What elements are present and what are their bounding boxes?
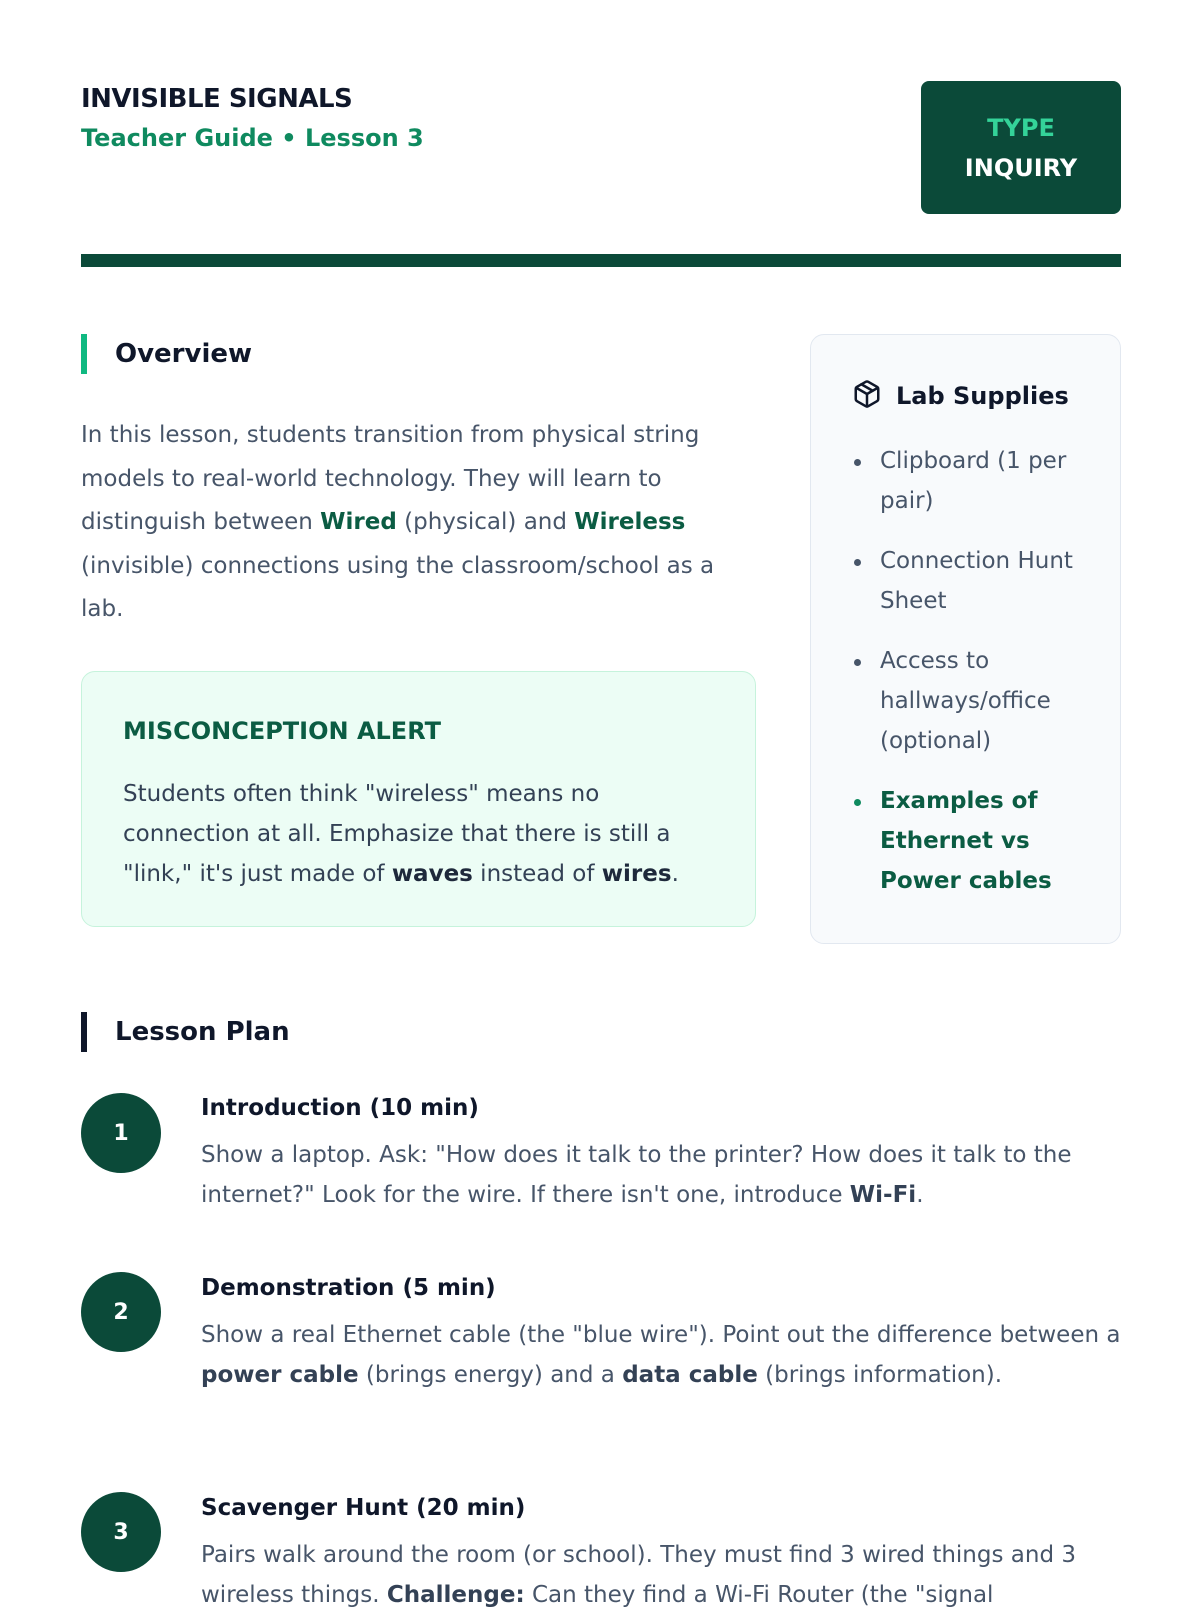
list-item: Connection Hunt Sheet xyxy=(852,541,1092,621)
step-description xyxy=(201,1535,1121,1615)
step-text-part: (brings information). xyxy=(757,1362,1003,1388)
step-term: Wi-Fi xyxy=(849,1182,917,1208)
overview-text-part: In this lesson, students transition from physical string models to real-world technology. They will learn to distinguish between xyxy=(81,422,700,535)
step-number: 2 xyxy=(81,1272,161,1352)
step-term: data cable xyxy=(622,1362,758,1388)
overview-heading xyxy=(81,334,252,374)
step-text-part: Pairs walk around the room (or school). They must find 3 wired things and 3 wireless things. xyxy=(201,1542,1076,1608)
alert-text-part: Students often think "wireless" means no connection at all. Emphasize that there is still a "link," it's just made of xyxy=(123,781,671,887)
alert-term-waves: waves xyxy=(391,861,473,887)
overview-heading-text: Overview xyxy=(115,339,253,369)
step-text-part: (brings energy) and a xyxy=(358,1362,623,1388)
overview-paragraph xyxy=(81,414,746,632)
step-description xyxy=(201,1315,1121,1395)
lesson-type-label: TYPE xyxy=(987,113,1055,142)
lab-supplies-title: Lab Supplies xyxy=(896,382,1069,410)
lab-supplies-card xyxy=(810,334,1121,944)
alert-title: MISCONCEPTION ALERT xyxy=(123,717,441,745)
term-wireless: Wireless xyxy=(574,509,686,535)
teacher-guide-page xyxy=(81,0,1121,1608)
overview-heading-bar xyxy=(81,334,87,374)
alert-body xyxy=(123,774,723,894)
overview-text-part: (invisible) connections using the classroom/school as a lab. xyxy=(81,552,715,622)
overview-text-part: (physical) and xyxy=(396,509,575,535)
guide-title: INVISIBLE SIGNALS xyxy=(81,84,353,114)
step-text-part: Show a real Ethernet cable (the "blue wire"). Point out the difference between a xyxy=(201,1322,1121,1348)
lesson-plan-heading xyxy=(81,1012,290,1052)
alert-text-part: instead of xyxy=(472,861,602,887)
list-item: Clipboard (1 per pair) xyxy=(852,441,1092,521)
step-text-part: . xyxy=(916,1182,924,1208)
step-description xyxy=(201,1135,1121,1215)
step-number: 1 xyxy=(81,1093,161,1173)
alert-term-wires: wires xyxy=(601,861,672,887)
lab-supplies-list xyxy=(852,441,1092,921)
step-title: Demonstration (5 min) xyxy=(201,1275,496,1301)
lesson-plan-heading-text: Lesson Plan xyxy=(115,1017,290,1047)
step-term: Challenge: xyxy=(386,1582,525,1608)
lesson-type-value: INQUIRY xyxy=(964,153,1078,182)
list-item: Access to hallways/office (optional) xyxy=(852,641,1092,761)
alert-text-part: . xyxy=(671,861,679,887)
step-text-part: Show a laptop. Ask: "How does it talk to the printer? How does it talk to the internet?" Look for the wire. If there isn't one, introduce xyxy=(201,1142,1072,1208)
lab-supplies-header xyxy=(852,379,1069,413)
step-title: Scavenger Hunt (20 min) xyxy=(201,1495,526,1521)
term-wired: Wired xyxy=(320,509,397,535)
list-item-highlighted: Examples of Ethernet vs Power cables xyxy=(852,781,1092,901)
header-divider xyxy=(81,254,1121,267)
guide-subtitle: Teacher Guide • Lesson 3 xyxy=(81,124,424,152)
lesson-type-badge xyxy=(921,81,1121,214)
step-number: 3 xyxy=(81,1492,161,1572)
lesson-plan-heading-bar xyxy=(81,1012,87,1052)
box-icon xyxy=(852,379,896,413)
step-term: power cable xyxy=(201,1362,359,1388)
misconception-alert xyxy=(81,671,756,927)
step-title: Introduction (10 min) xyxy=(201,1095,479,1121)
step-text-part: Can they find a Wi-Fi Router (the "signal xyxy=(524,1582,994,1608)
